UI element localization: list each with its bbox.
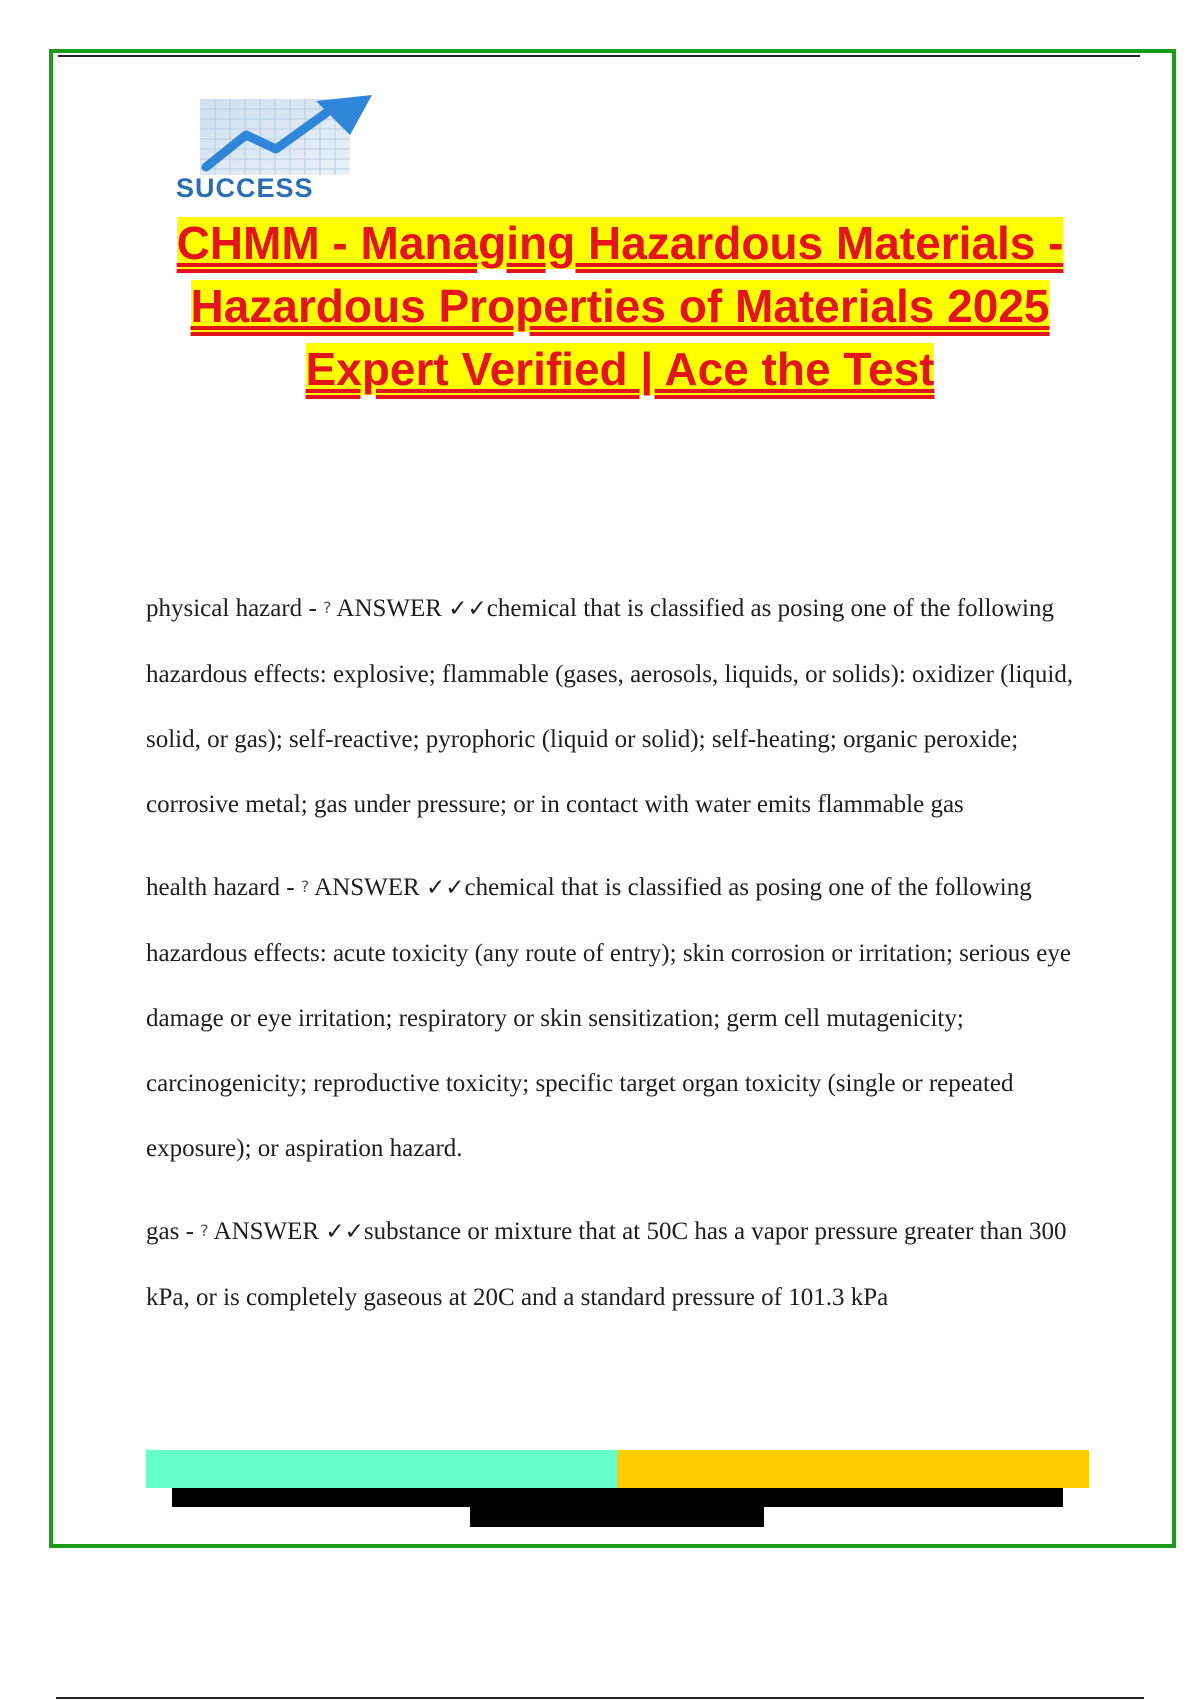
answer-label: ANSWER (208, 1218, 326, 1245)
qa-definition: substance or mixture that at 50C has a vapor pressure greater than 300 kPa, or is completely gaseous at 20C and a standard pressure of 101.3 kPa (146, 1218, 1067, 1311)
qa-entry-gas (146, 1198, 1096, 1330)
answer-label: ANSWER (309, 874, 426, 901)
double-check-icon: ✓✓ (325, 1219, 364, 1245)
double-check-icon: ✓✓ (425, 875, 465, 901)
qa-term: gas (146, 1218, 180, 1245)
redaction-bar-small (470, 1505, 764, 1527)
qa-separator: - (302, 595, 324, 622)
double-check-icon: ✓✓ (448, 596, 487, 622)
qa-separator: - (279, 874, 301, 901)
logo-text: SUCCESS (176, 173, 314, 203)
document-title (140, 212, 1100, 401)
qa-definition: chemical that is classified as posing one of the following hazardous effects: explosive; flammable (gases, aerosols, liquids, or solids): oxidizer (liquid, solid, or gas); self-reactive; pyrophoric (liquid or solid); self-heating; organic peroxide; corrosive metal; gas under pressure; or in contact with water emits flammable gas (146, 595, 1074, 818)
answer-label: ANSWER (331, 595, 449, 622)
rising-arrow-chart-icon (176, 95, 376, 185)
qa-entry-health-hazard (146, 854, 1096, 1181)
missing-glyph-icon: ? (200, 1221, 209, 1240)
qa-definition: chemical that is classified as posing one of the following hazardous effects: acute toxicity (any route of entry); skin corrosion or irritation; serious eye damage or eye irritation; respiratory or skin sensitization; germ cell mutagenicity; carcinogenicity; reproductive toxicity; specific target organ toxicity (single or repeated exposure); or aspiration hazard. (146, 874, 1071, 1162)
qa-content (146, 575, 1096, 1347)
title-line-2: Hazardous Properties of Materials 2025 (190, 280, 1050, 332)
decorative-bar-left (146, 1450, 617, 1488)
decorative-bar-right (617, 1450, 1089, 1488)
missing-glyph-icon: ? (300, 877, 310, 896)
title-line-1: CHMM - Managing Hazardous Materials - (176, 217, 1064, 269)
success-logo (176, 95, 376, 205)
qa-term: physical hazard (146, 595, 303, 622)
decorative-color-bar (146, 1450, 1089, 1488)
qa-separator: - (179, 1218, 201, 1245)
missing-glyph-icon: ? (323, 598, 332, 617)
qa-term: health hazard (146, 874, 280, 901)
bottom-rule (56, 1697, 1144, 1699)
qa-entry-physical-hazard (146, 575, 1096, 837)
title-line-3: Expert Verified | Ace the Test (305, 343, 935, 395)
top-rule (58, 55, 1140, 57)
